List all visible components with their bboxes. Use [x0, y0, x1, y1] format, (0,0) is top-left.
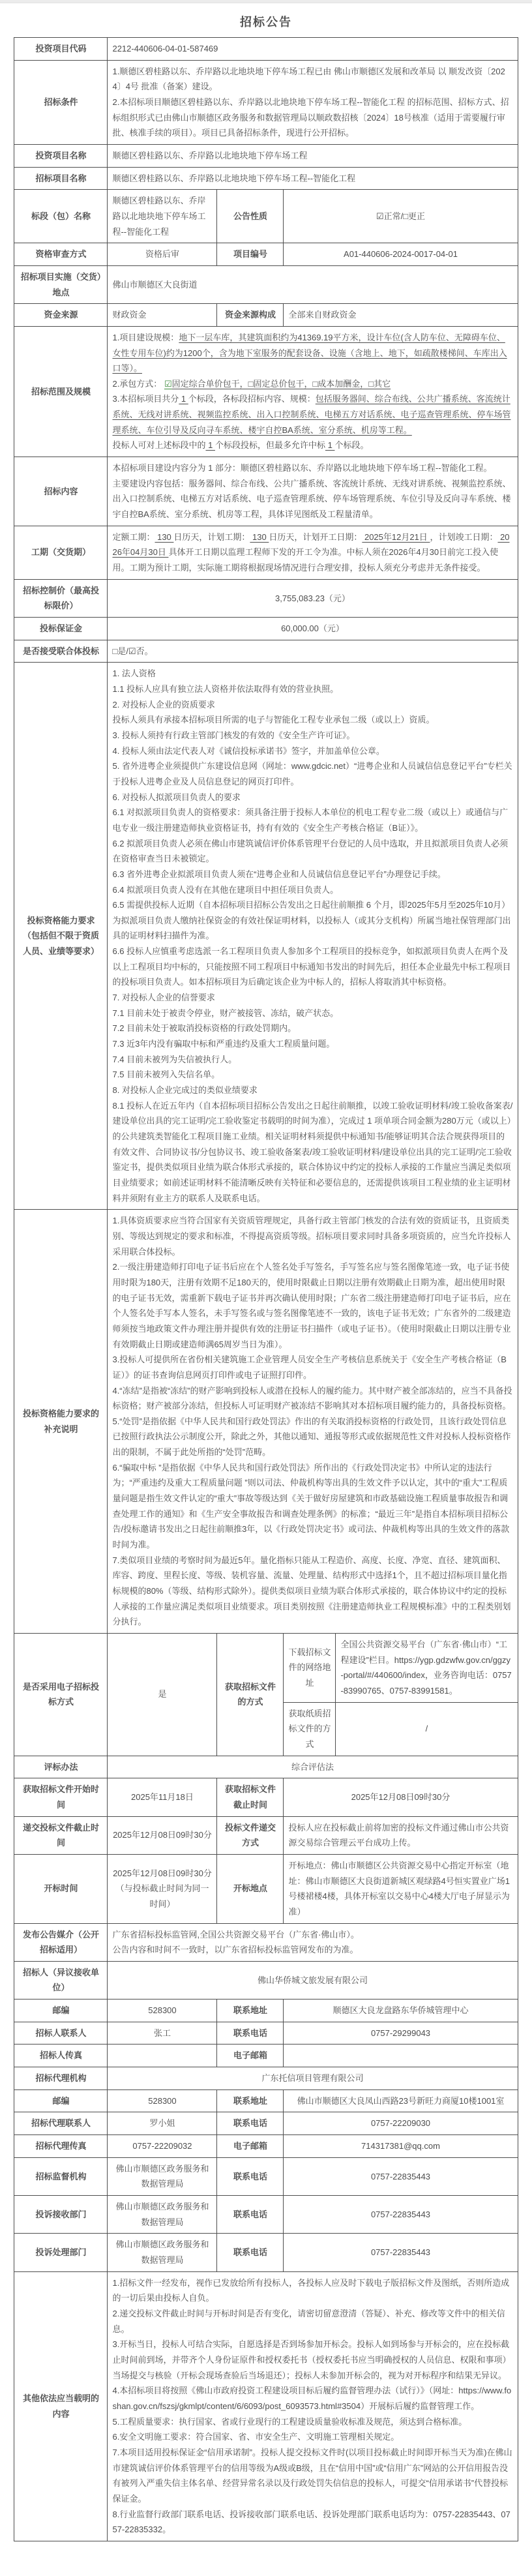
text-segment: 公告内容和时间不一致时，以广东省招标投标监管网发布的为准。 [112, 1945, 359, 1955]
tender-content-label: 招标内容 [14, 457, 108, 526]
paragraph [112, 1553, 512, 1630]
qualification-review-method-value-3: A01-440606-2024-0017-04-01 [284, 243, 518, 266]
paper-documents-method-value: / [336, 1702, 518, 1756]
text-segment: 2026年04月30日 [112, 532, 510, 558]
row-tenderer-contact-phone [14, 2022, 518, 2044]
tenderer-contact-phone-label: 招标人联系人 [14, 2022, 108, 2044]
text-segment: 7. 对投标人企业的信誉要求 [112, 993, 215, 1003]
text-segment: 2.递交投标文件截止时间与开标时间是否有变化，请密切留意澄清（答疑）、补充、修改等文件中的相关信息。 [112, 2308, 505, 2334]
paragraph [112, 1414, 512, 1460]
tender-project-name-value: 顺德区碧桂路以东、乔岸路以北地块地下停车场工程--智能化工程 [108, 167, 518, 190]
qualification-supplementary-notes-label: 投标资格能力要求的补充说明 [14, 1210, 108, 1634]
row-bid-submission [14, 1816, 518, 1854]
announcement-table-body [14, 38, 518, 2541]
tenderer-contact-phone-value: 张工 [108, 2022, 217, 2044]
text-segment: 1.具体资质要求应当符合国家有关资质管理规定，具备行政主管部门核发的合法有效的资质证书，且资质类别、等级达到规定的要求和标准，不得提高资质等级。招标项目要求同时具备多项资质的，应当允许投标人采用联合体投标。 [112, 1216, 511, 1257]
paragraph [112, 438, 512, 453]
tender-supervision-authority-label-2: 联系电话 [217, 2157, 284, 2195]
text-segment: 7.类似项目业绩的考察时间为最近5年。量化指标只能从工程造价、高度、长度、净宽、直径、建筑面积、库容、跨度、里程长度、等级、装机容量、流量、处理量、结构形式中选择1个，且不超过招标项目量化指标规模的80%（等级、结构形式除外）。提供类似项目业绩为联合体形式承接的，联合体协议中约定的投标人承接的工作量应满足类似项目业绩要求。项目类别按照《注册建造师执业工程规模标准》中的工程类别划分执行。 [112, 1555, 511, 1627]
row-tenderer-fax-email [14, 2044, 518, 2067]
qualification-review-method-label: 资格审查方式 [14, 243, 108, 266]
row-bidder-qualification-requirements [14, 663, 518, 1210]
row-tender-content [14, 457, 518, 526]
bid-opening-value: 2025年12月08日09时30分（与投标截止时间为同一时间） [108, 1854, 217, 1923]
paragraph [112, 2383, 512, 2414]
text-segment: 1.招标文件一经发布，视作已发放给所有投标人，各投标人应及时下载电子版招标文件及图纸，否则所造成的一切后果由投标人自负。 [112, 2277, 510, 2303]
text-segment: 个标段，各标段招标内容、规模： [188, 394, 316, 404]
text-segment: 3. 投标人须持有行政主管部门核发的有效的《安全生产许可证》。 [112, 730, 355, 740]
paragraph [112, 1927, 512, 1943]
tenderer-postcode-address-label: 邮编 [14, 1999, 108, 2022]
text-segment: ☑ [164, 378, 172, 389]
text-segment: ，计划竣工日期： [430, 532, 498, 542]
qualification-supplementary-notes-value [108, 1210, 518, 1634]
row-fund-source [14, 304, 518, 327]
agency-fax-email-value-3: 714317381@qq.com [284, 2135, 518, 2158]
tender-scope-and-scale-value [108, 326, 518, 457]
construction-period-label: 工期（交货期） [14, 526, 108, 579]
electronic-bidding-label: 是否采用电子招标投标方式 [14, 1634, 108, 1756]
row-agency-contact-phone [14, 2112, 518, 2135]
paragraph [112, 867, 512, 882]
paragraph [112, 2337, 512, 2383]
row-investment-project-code [14, 38, 518, 61]
row-consortium-bidding-accepted [14, 640, 518, 663]
paragraph [112, 1259, 512, 1352]
electronic-bidding-sublabel-3: 下载招标文件的网络地址 [284, 1634, 336, 1703]
agency-contact-phone-label-2: 联系电话 [217, 2112, 284, 2135]
paragraph [112, 805, 512, 835]
announcement-media-value [108, 1923, 518, 1961]
row-tender-project-name [14, 167, 518, 190]
text-segment: 5.工程质量要求：执行国家、省或行业现行的工程建设质量验收标准及规范，须达到合格标准。 [112, 2416, 467, 2427]
text-segment: 7.5 目前未被列入失信名单。 [112, 1070, 220, 1080]
tender-announcement-table [14, 37, 518, 2541]
text-segment: 7.4 目前未被列为失信被执行人。 [112, 1054, 237, 1064]
row-complaint-handling-department [14, 2234, 518, 2271]
tenderer-fax-email-value [108, 2044, 217, 2067]
text-segment: 个标段投标，但最多允许中标 [214, 440, 325, 451]
section-package-name-value: 顺德区碧桂路以东、乔岸路以北地块地下停车场工程--智能化工程 [108, 190, 217, 243]
section-package-name-label: 标段（包）名称 [14, 190, 108, 243]
text-segment: 广东省招标投标监管网,全国公共资源交易平台（广东省·佛山市）。 [112, 1929, 359, 1939]
text-segment: 6.3 省外进粤企业拟派项目负责人须在“进粤企业和人员诚信信息登记平台”办理登记手续。 [112, 869, 446, 879]
text-segment: 主要建设内容包括：服务器间、综合布线、公共广播系统、客流统计系统、无线对讲系统、视频监控系统、出入口控制系统、电梯五方对话系统、电子巡查管理系统、停车场管理系统、车位引导及反向寻车系统、楼宇自控BA系统、室分系统、机房等工程，具体详见图纸及工程量清单。 [112, 478, 511, 520]
paragraph [112, 2306, 512, 2337]
row-tenderer [14, 1961, 518, 1999]
complaint-handling-department-value-3: 0757-22835443 [284, 2234, 518, 2271]
paragraph [112, 1383, 512, 1414]
paragraph [112, 330, 512, 376]
text-segment: 3.本招标项目共分 [112, 394, 179, 404]
paragraph [112, 391, 512, 438]
text-segment: 2. 对投标人企业的资质要求 [112, 699, 215, 710]
tenderer-postcode-address-value-3: 顺德区大良龙盘路东华侨城管理中心 [284, 1999, 518, 2022]
text-segment: 包括服务器间、综合布线、公共广播系统、客流统计系统、无线对讲系统、视频监控系统、出入口控制系统、电梯五方对话系统、电子巡查管理系统、停车场管理系统、车位引导及反向寻车系统、楼宇自控BA系统、室分系统、机房等工程。 [112, 394, 511, 435]
text-segment: 个标段。 [334, 440, 369, 451]
text-segment: 定额工期： [112, 532, 155, 542]
row-electronic-bidding [14, 1634, 518, 1703]
paragraph [112, 1213, 512, 1259]
bid-security-value: 60,000.00（元） [108, 618, 518, 640]
text-segment: 3.开标当日，投标人可结合实际，自愿选择是否到场参加开标会。投标人如到场参与开标会的，应在投标截止时间前到场，并带齐个人身份证原件和授权委托书（授权委托书应当明确授权的人员信息、权限和事项）当场提交与核验（开标会现场查验后当场退还）；投标人未参加开标会的，视为对开标程序和结果无异议。 [112, 2339, 511, 2380]
implementation-delivery-location-value: 佛山市顺德区大良街道 [108, 265, 518, 303]
text-segment: 6.安全文明施工要求：符合国家、省、市安全生产、文明施工管理相关规定。 [112, 2432, 400, 2442]
text-segment: 8.1 投标人在近五年内（自本招标项目招标公告发出之日起往前顺推，以竣工验收证明材料/竣工验收备案表/建设单位出具的完工证明/完工验收鉴定书载明的时间为准），完成过 1 项单项合同金额为280万元（或以上）的公共建筑类智能化工程项目施工业绩。相关证明材料须提供中标通知书/能够证明其合法合规获得项目的有效文件、合同协议书/分包协议书、竣工验收备案表/竣工验收证明材料/建设单位出具的完工证明/完工验收鉴定书，提供类似项目业绩为联合体形式承接的，联合体协议中约定的投标人承接的工作量应当满足类似项目业绩要求；如前述证明材料不能清晰反映有关特征和必要信息的，还需提供该项目工程业绩的业主证明材料并须附有业主方的联系人及联系电话。 [112, 1100, 513, 1203]
text-segment: 日历天，计划开工日期： [269, 532, 362, 542]
row-complaint-receiving-department [14, 2196, 518, 2234]
agency-contact-phone-value-3: 0757-22209030 [284, 2112, 518, 2135]
tender-supervision-authority-value-3: 0757-22835443 [284, 2157, 518, 2195]
bottom-margin [0, 2541, 532, 2565]
text-segment: 6.5 需提供投标人近期（自本招标项目招标公告发出之日起往前顺推 6 个月，即2025年5月至2025年10月）为拟派项目负责人缴纳社保资金的有效社保证明材料，以投标人（或其分支机构）所属当地社保管理部门出具的证明材料扫描件为准。 [112, 900, 511, 941]
text-segment: 1. 法人资格 [112, 668, 156, 679]
fund-source-label: 资金来源 [14, 304, 108, 327]
row-tender-agency [14, 2067, 518, 2090]
bid-submission-label-2: 投标文件递交方式 [217, 1816, 284, 1854]
text-segment: 具体开工日期以监理工程师下发的开工令为准。中标人须在2026年4月30日前完工投入使用。工期为预计工期，实际施工期将根据现场情况进行合理安排，投标人须充分考虑并无条件接受。 [112, 547, 499, 573]
tender-project-name-label: 招标项目名称 [14, 167, 108, 190]
tenderer-value: 佛山华侨城文旅发展有限公司 [108, 1961, 518, 1999]
agency-contact-phone-value: 罗小姐 [108, 2112, 217, 2135]
tender-scope-and-scale-label: 招标范围及规模 [14, 326, 108, 457]
tender-control-price-value: 3,755,083.23（元） [108, 579, 518, 617]
text-segment: 7.3 近3年内没有骗取中标和严重违约及重大工程质量问题。 [112, 1039, 335, 1049]
text-segment: 8.行业监督行政部门联系电话、投诉接收部门联系电话、投诉处理部门联系电话均为：0757-22835443、0757-22835332。 [112, 2509, 510, 2535]
paper-documents-method-sublabel: 获取纸质招标文件的方式 [284, 1702, 336, 1756]
fund-source-value: 财政资金 [108, 304, 217, 327]
page-title: 招标公告 [240, 16, 292, 29]
row-agency-fax-email [14, 2135, 518, 2158]
complaint-handling-department-value: 佛山市顺德区政务服务和数据管理局 [108, 2234, 217, 2271]
fund-source-label-2: 资金来源构成 [217, 304, 284, 327]
row-obtain-documents-time [14, 1778, 518, 1816]
text-segment: 2.承包方式： [112, 378, 164, 389]
text-segment: 日历天，计划工期： [173, 532, 250, 542]
text-segment: 130 [155, 532, 174, 542]
paragraph [112, 1067, 512, 1083]
paragraph [112, 2429, 512, 2445]
text-segment: 4.本招标项目将按照《佛山市政府投资工程建设项目标后履约监督管理办法（试行）》（网址：https://www.foshan.gov.cn/fszsj/gkmlpt/content/6/6093/post_6093573.html#3504）开展标后履约监督管理工作。 [112, 2386, 512, 2411]
paragraph [112, 530, 512, 576]
text-segment: 1 [179, 394, 188, 404]
text-segment: 1.1 投标人应具有独立法人资格并依法取得有效的营业执照。 [112, 683, 339, 694]
announcement-media-label: 发布公告媒介（公开招标适用） [14, 1923, 108, 1961]
text-segment: 本招标项目建设内容分为 1 部分：顺德区碧桂路以东、乔岸路以北地块地下停车场工程--智能化工程。 [112, 463, 492, 473]
agency-fax-email-label: 招标代理传真 [14, 2135, 108, 2158]
investment-project-name-value: 顺德区碧桂路以东、乔岸路以北地块地下停车场工程 [108, 144, 518, 167]
text-segment: 地下一层车库，其建筑面积约为41369.19平方米，设计车位(含人防车位、无障碍车位、女性专用车位)约为1200个，含为地下室服务的配套设备、设施（含地上、地下，如疏散楼梯间、车库出入口等）。 [112, 332, 507, 374]
paragraph [112, 2507, 512, 2538]
paragraph [112, 681, 512, 697]
text-segment: 投标人须具有承接本招标项目所需的电子与智能化工程专业承包二级（或以上）资质。 [112, 715, 435, 725]
paragraph [112, 1460, 512, 1553]
text-segment: 1 [205, 440, 215, 451]
paragraph [112, 1083, 512, 1098]
obtain-documents-time-label: 获取招标文件开始时间 [14, 1778, 108, 1816]
text-segment: 6.1 对拟派项目负责人的资格要求：须具备注册于投标人本单位的机电工程专业二级（或以上）或通信与广电专业一级注册建造师执业资格证书，持有有效的《安全生产考核合格证（B证）》。 [112, 807, 509, 833]
row-tender-supervision-authority [14, 2157, 518, 2195]
tender-control-price-label: 招标控制价（最高投标限价） [14, 579, 108, 617]
text-segment: 7.2 目前未处于被取消投标资格的行政处罚期内。 [112, 1023, 297, 1034]
row-tender-scope-and-scale [14, 326, 518, 457]
other-required-content-label: 其他依法应当载明的内容 [14, 2271, 108, 2541]
tender-conditions-label: 招标条件 [14, 60, 108, 144]
text-segment: 4. 投标人须由法定代表人对《诚信投标承诺书》签字，并加盖单位公章。 [112, 745, 385, 756]
bid-submission-label: 递交投标文件截止时间 [14, 1816, 108, 1854]
complaint-receiving-department-label: 投诉接收部门 [14, 2196, 108, 2234]
bid-opening-label: 开标时间 [14, 1854, 108, 1923]
paragraph [112, 712, 512, 728]
bid-opening-label-2: 开标地点 [217, 1854, 284, 1923]
paragraph [112, 697, 512, 713]
tenderer-postcode-address-label-2: 联系地址 [217, 1999, 284, 2022]
agency-fax-email-value: 0757-22209032 [108, 2135, 217, 2158]
paragraph [112, 1098, 512, 1206]
agency-postcode-address-label-2: 联系地址 [217, 2089, 284, 2112]
paragraph [112, 1942, 512, 1958]
implementation-delivery-location-label: 招标项目实施（交货）地点 [14, 265, 108, 303]
electronic-bidding-value: 是 [108, 1634, 217, 1756]
text-segment: 投标人可对上述标段中的 [112, 440, 206, 451]
tender-conditions-value [108, 60, 518, 144]
complaint-handling-department-label-2: 联系电话 [217, 2234, 284, 2271]
agency-postcode-address-value: 528300 [108, 2089, 217, 2112]
paragraph [112, 1036, 512, 1052]
text-segment: 5.“处罚”是指依据《中华人民共和国行政处罚法》作出的有关取消投标资格的行政处罚，且该行政处罚信息已按照行政执法公示制度公开，除此之外，其他以通知、通报等形式或依据规范性文件对投标人投标资格作出的限制，不属于此处所指的“处罚”范畴。 [112, 1416, 511, 1458]
paragraph [112, 790, 512, 805]
tender-supervision-authority-label: 招标监督机构 [14, 2157, 108, 2195]
text-segment: 130 [250, 532, 269, 542]
electronic-bidding-value-4: 全国公共资源交易平台（广东省·佛山市）“工程建设”栏目。https://ygp.gdzwfw.gov.cn/ggzy-portal/#/440600/index，业务咨询电话：0757-83990765、0757-83991581。 [336, 1634, 518, 1703]
paragraph [112, 944, 512, 990]
paragraph [112, 743, 512, 759]
agency-postcode-address-label: 邮编 [14, 2089, 108, 2112]
text-segment: 8. 对投标人企业完成过的类似业绩要求 [112, 1085, 258, 1096]
paragraph [112, 64, 512, 95]
tender-supervision-authority-value: 佛山市顺德区政务服务和数据管理局 [108, 2157, 217, 2195]
paragraph [112, 1006, 512, 1021]
agency-contact-phone-label: 招标代理联系人 [14, 2112, 108, 2135]
tenderer-contact-phone-value-3: 0757-29299043 [284, 2022, 518, 2044]
complaint-handling-department-label: 投诉处理部门 [14, 2234, 108, 2271]
obtain-documents-time-label-2: 获取招标文件截止时间 [217, 1778, 284, 1816]
paragraph [112, 836, 512, 867]
row-construction-period [14, 526, 518, 579]
row-implementation-delivery-location [14, 265, 518, 303]
tenderer-contact-phone-label-2: 联系电话 [217, 2022, 284, 2044]
electronic-bidding-label-2: 获取招标文件的方式 [217, 1634, 284, 1756]
text-segment: 2.一级注册建造师打印电子证书后应在个人签名处手写签名，手写签名应与签名图像笔迹一致，电子证书使用时限为180天，注册有效期不足180天的，使用时限截止日期以注册有效期截止日期为准，超出使用时限的电子证书无效，需重新下载电子证书并再次确认使用时限；广东省二级注册建造师打印电子证书后，应在个人签名处手写本人签名，未手写签名或与签名图像笔迹不一致的，该电子证书无效；广东省外的二级建造师须按当地政策文件办理注册并提供有效的注册证书扫描件（或电子证书）。（使用时限截止日期以注册专业有效期截止日期或建造师满65周岁当日为准）。 [112, 1262, 511, 1349]
row-evaluation-method [14, 1756, 518, 1778]
row-qualification-review-method [14, 243, 518, 266]
paragraph [112, 1021, 512, 1036]
bidder-qualification-requirements-label: 投标资格能力要求（包括但不限于资质人员、业绩等要求） [14, 663, 108, 1210]
paragraph [112, 897, 512, 944]
tenderer-fax-email-label: 招标人传真 [14, 2044, 108, 2067]
other-required-content-value [108, 2271, 518, 2541]
fund-source-value-3: 全部来自财政资金 [284, 304, 518, 327]
construction-period-value [108, 526, 518, 579]
row-tenderer-postcode-address [14, 1999, 518, 2022]
row-tender-control-price [14, 579, 518, 617]
top-divider [0, 0, 532, 3]
bidder-qualification-requirements-value [108, 663, 518, 1210]
paragraph [112, 1352, 512, 1383]
paragraph [112, 990, 512, 1006]
text-segment: 6. 对投标人拟派项目负责人的要求 [112, 792, 241, 802]
agency-fax-email-label-2: 电子邮箱 [217, 2135, 284, 2158]
text-segment: 6.“骗取中标 ”是指依据《中华人民共和国行政处罚法》所作出的《行政处罚决定书》中所认定的违法行为；“严重违约及重大工程质量问题 ”则以司法、仲裁机构等出具的生效文件予以认定，其中的“重大”工程质量问题是指生效文件认定的“重大”事故等级达到《关于做好房屋建筑和市政基础设施工程质量事故报告和调查处理工作的通知》和《生产安全事故报告和调查处理条例》的标准；“最近三年”是指自本招标项目招标公告/投标邀请书发出之日起往前顺推3年，以《行政处罚决定书》或司法、仲裁机构等出具的生效文件的落款时间为准。 [112, 1462, 510, 1550]
evaluation-method-label: 评标办法 [14, 1756, 108, 1778]
investment-project-name-label: 投资项目名称 [14, 144, 108, 167]
bid-submission-value: 2025年12月08日09时30分 [108, 1816, 217, 1854]
paragraph [112, 460, 512, 476]
text-segment: 固定综合单价包干，□固定总价包干，□成本加酬金，□其它 [171, 378, 391, 389]
paragraph [112, 882, 512, 898]
bid-security-label: 投标保证金 [14, 618, 108, 640]
paragraph [112, 2414, 512, 2430]
paragraph [112, 758, 512, 789]
row-announcement-media [14, 1923, 518, 1961]
evaluation-method-value: 综合评估法 [108, 1756, 518, 1778]
text-segment: 2025年12月21日 [362, 532, 430, 542]
paragraph [112, 376, 512, 392]
row-section-package-name [14, 190, 518, 243]
complaint-receiving-department-value: 佛山市顺德区政务服务和数据管理局 [108, 2196, 217, 2234]
obtain-documents-time-value-3: 2025年12月08日09时30分 [284, 1778, 518, 1816]
text-segment: 1.项目建设规模： [112, 332, 179, 342]
paragraph [112, 2445, 512, 2507]
agency-postcode-address-value-3: 佛山市顺德区大良凤山西路23号新旺力商厦10楼1001室 [284, 2089, 518, 2112]
row-investment-project-name [14, 144, 518, 167]
tenderer-postcode-address-value: 528300 [108, 1999, 217, 2022]
text-segment: 1 [325, 440, 335, 451]
row-agency-postcode-address [14, 2089, 518, 2112]
text-segment: 6.6 投标人应慎重考虑选派一名工程项目负责人参加多个工程项目的投标竞争，如拟派项目负责人在两个及以上工程项目均中标的，只能按照不同工程项目中标通知书发出的时间先后，担任本企业最先中标工程项目的投标项目负责人。如本招标项目为后确定该企业为中标人的，招标人将取消其中标资格。 [112, 946, 511, 987]
row-tender-conditions [14, 60, 518, 144]
section-package-name-label-2: 公告性质 [217, 190, 284, 243]
tenderer-fax-email-label-2: 电子邮箱 [217, 2044, 284, 2067]
text-segment: 4.“冻结”是指被“冻结”的财产影响到投标人或潜在投标人的履约能力。其中财产被全部冻结的，应当不具备投标资格；财产被部分冻结，但投标人可证明财产被冻结不影响其对本招标项目履约能力的，具备投标资格。 [112, 1385, 512, 1411]
text-segment: 1.顺德区碧桂路以东、乔岸路以北地块地下停车场工程已由 佛山市顺德区发展和改革局 以 顺发改资〔2024〕4号 批准（备案）建设。 [112, 66, 505, 92]
complaint-receiving-department-label-2: 联系电话 [217, 2196, 284, 2234]
consortium-bidding-accepted-value: □是/☑否。 [108, 640, 518, 663]
paragraph [112, 728, 512, 743]
row-other-required-content [14, 2271, 518, 2541]
section-package-name-value-3: ☑正常/□更正 [284, 190, 518, 243]
row-bid-opening [14, 1854, 518, 1923]
text-segment: 2.本招标项目顺德区碧桂路以东、乔岸路以北地块地下停车场工程--智能化工程 的招标范围、招标方式、招标组织形式已由佛山市顺德区政务服务和数据管理局以顺政数招核〔2024〕18号核准（适用于需要履行审批、核准手续的项目）。项目已具备招标条件，现进行公开招标。 [112, 97, 509, 138]
text-segment: 7.1 目前未处于被责令停业，财产被接管、冻结，破产状态。 [112, 1008, 339, 1018]
tender-agency-label: 招标代理机构 [14, 2067, 108, 2090]
text-segment: 6.4 拟派项目负责人没有在其他在建项目中担任项目负责人。 [112, 884, 339, 895]
text-segment: 6.2 拟派项目负责人必须在佛山市建筑诚信评价体系管理平台登记的人员中选取，并且拟派项目负责人必须在资格审查当日未被锁定。 [112, 838, 509, 864]
tender-agency-value: 广东托信项目管理有限公司 [108, 2067, 518, 2090]
tender-content-value [108, 457, 518, 526]
qualification-review-method-value: 资格后审 [108, 243, 217, 266]
row-bid-security [14, 618, 518, 640]
bid-opening-value-3: 开标地点：佛山市顺德区公共资源交易中心指定开标室（地址：佛山市顺德区大良街道新城区观绿路4号恒实置业广场1号楼裙楼4楼，具体开标室以交易中心4楼大厅电子屏显示为准） [284, 1854, 518, 1923]
consortium-bidding-accepted-label: 是否接受联合体投标 [14, 640, 108, 663]
investment-project-code-value: 2212-440606-04-01-587469 [108, 38, 518, 61]
text-segment: 7.本项目适用投标保证金“信用承诺制”。投标人提交投标文件时(以项目投标截止时间即开标当天为准)在佛山市建筑诚信评价体系管理平台的信用等级为A级或B级，且在“信用中国”或“信用广东”网站的公开信用报告没有被列入严重失信主体名单、经营异常名录以及行政处罚失信信息的投标人，可提交“信用承诺书”代替投标保证金。 [112, 2447, 512, 2504]
bid-submission-value-3: 投标人应在投标截止前将加密的投标文件通过佛山市公共资源交易综合管理云平台成功上传。 [284, 1816, 518, 1854]
qualification-review-method-label-2: 项目编号 [217, 243, 284, 266]
paragraph [112, 1052, 512, 1068]
investment-project-code-label: 投资项目代码 [14, 38, 108, 61]
paragraph [112, 2275, 512, 2306]
complaint-receiving-department-value-3: 0757-22835443 [284, 2196, 518, 2234]
paragraph [112, 666, 512, 681]
obtain-documents-time-value: 2025年11月18日 [108, 1778, 217, 1816]
tenderer-label: 招标人（异议接收单位） [14, 1961, 108, 1999]
tenderer-fax-email-value-3 [284, 2044, 518, 2067]
paragraph [112, 95, 512, 141]
row-qualification-supplementary-notes [14, 1210, 518, 1634]
text-segment: 5. 省外进粤企业须提供广东建设信息网（网址：www.gdcic.net）“进粤企业和人员诚信信息登记平台”专栏关于投标人进粤企业及人员信息登记的网页打印件。 [112, 761, 512, 786]
text-segment: 3.投标人可提供所在省份相关建筑施工企业管理人员安全生产考核信息系统关于《安全生产考核合格证（B证）》的证书查询信息网页打印件或电子证照打印件。 [112, 1355, 507, 1380]
paragraph [112, 476, 512, 522]
